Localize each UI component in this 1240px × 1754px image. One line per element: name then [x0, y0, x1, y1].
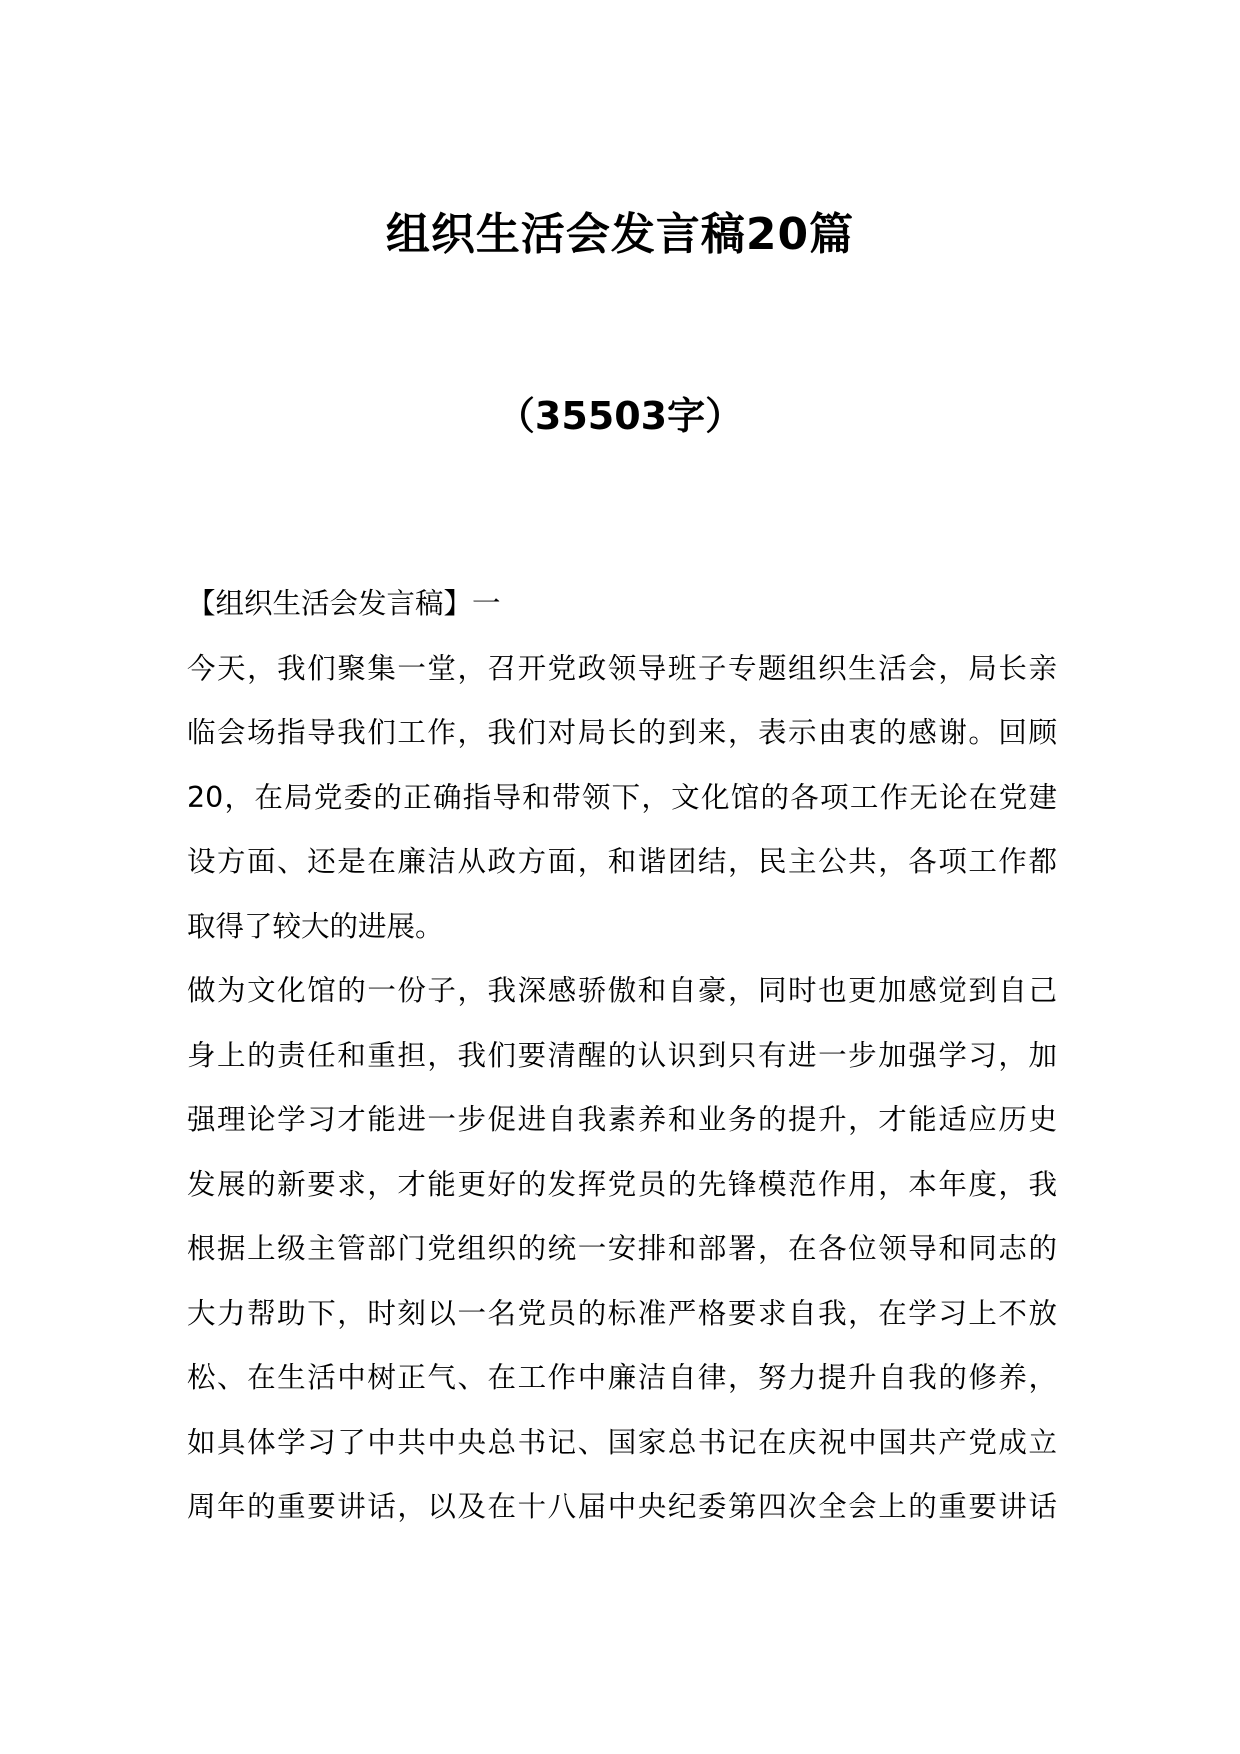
paragraph-line: 20，在局党委的正确指导和带领下，文化馆的各项工作无论在党建 — [187, 780, 1057, 814]
paragraph-line: 周年的重要讲话，以及在十八届中央纪委第四次全会上的重要讲话 — [187, 1490, 1057, 1523]
paragraph-line: 松、在生活中树正气、在工作中廉洁自律，努力提升自我的修养， — [187, 1361, 1057, 1394]
section-heading: 【组织生活会发言稿】一 — [187, 587, 501, 620]
paragraph-line: 临会场指导我们工作，我们对局长的到来，表示由衷的感谢。回顾 — [187, 716, 1057, 749]
document-title: 组织生活会发言稿20篇 — [385, 209, 855, 260]
paragraph-line: 如具体学习了中共中央总书记、国家总书记在庆祝中国共产党成立 — [187, 1425, 1057, 1459]
document-subtitle: （35503字） — [496, 394, 744, 438]
paragraph-line: 强理论学习才能进一步促进自我素养和业务的提升，才能适应历史 — [187, 1103, 1057, 1136]
paragraph-line: 根据上级主管部门党组织的统一安排和部署，在各位领导和同志的 — [187, 1232, 1057, 1265]
paragraph-line: 大力帮助下，时刻以一名党员的标准严格要求自我，在学习上不放 — [187, 1296, 1057, 1330]
paragraph-line: 今天，我们聚集一堂，召开党政领导班子专题组织生活会，局长亲 — [187, 651, 1057, 685]
paragraph-line: 发展的新要求，才能更好的发挥党员的先锋模范作用，本年度，我 — [187, 1167, 1057, 1201]
paragraph-line: 设方面、还是在廉洁从政方面，和谐团结，民主公共，各项工作都 — [187, 845, 1057, 878]
document-body — [187, 572, 1057, 1540]
paragraph-line: 身上的责任和重担，我们要清醒的认识到只有进一步加强学习，加 — [187, 1038, 1057, 1072]
paragraph-line: 做为文化馆的一份子，我深感骄傲和自豪，同时也更加感觉到自己 — [187, 974, 1057, 1007]
paragraph-line: 取得了较大的进展。 — [187, 909, 444, 943]
